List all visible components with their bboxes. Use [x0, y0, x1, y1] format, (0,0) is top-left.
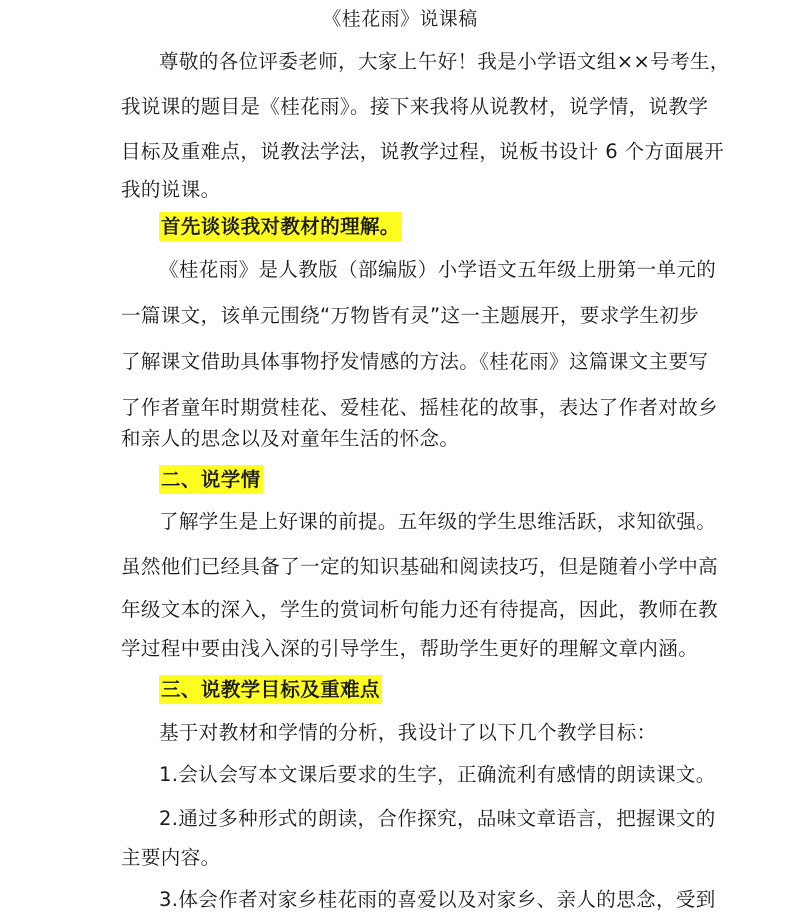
- paragraph-line: 学过程中要由浅入深的引导学生，帮助学生更好的理解文章内涵。: [121, 637, 699, 660]
- paragraph-line: 基于对教材和学情的分析，我设计了以下几个教学目标：: [159, 721, 657, 744]
- intro-line: 尊敬的各位评委老师，大家上午好！我是小学语文组××号考生，: [159, 50, 730, 73]
- paragraph-line: 了解课文借助具体事物抒发情感的方法。《桂花雨》这篇课文主要写: [121, 350, 709, 373]
- paragraph-line: 虽然他们已经具备了一定的知识基础和阅读技巧，但是随着小学中高: [121, 555, 719, 578]
- paragraph-line: 2.通过多种形式的朗读，合作探究，品味文章语言，把握课文的: [159, 807, 716, 830]
- paragraph-line: 了作者童年时期赏桂花、爱桂花、摇桂花的故事，表达了作者对故乡: [121, 396, 719, 419]
- intro-line: 我的说课。: [121, 178, 221, 201]
- paragraph-line: 3.体会作者对家乡桂花雨的喜爱以及对家乡、亲人的思念，受到: [159, 888, 716, 911]
- document-title: 《桂花雨》说课稿: [322, 8, 478, 30]
- intro-line: 目标及重难点，说教法学法，说教学过程，说板书设计 6 个方面展开: [121, 140, 725, 163]
- paragraph-line: 主要内容。: [121, 846, 221, 869]
- paragraph-line: 一篇课文，该单元围绕“万物皆有灵”这一主题展开，要求学生初步: [121, 304, 700, 327]
- paragraph-line: 和亲人的思念以及对童年生活的怀念。: [121, 427, 460, 450]
- paragraph-line: 年级文本的深入，学生的赏词析句能力还有待提高，因此，教师在教: [121, 598, 719, 621]
- paragraph-line: 了解学生是上好课的前提。五年级的学生思维活跃，求知欲强。: [159, 510, 717, 533]
- paragraph-line: 1.会认会写本文课后要求的生字，正确流利有感情的朗读课文。: [159, 763, 716, 786]
- section-heading-students: 二、说学情: [159, 465, 263, 494]
- intro-line: 我说课的题目是《桂花雨》。接下来我将从说教材，说学情，说教学: [121, 95, 709, 118]
- section-heading-objectives: 三、说教学目标及重难点: [159, 675, 382, 704]
- section-heading-textbook: 首先谈谈我对教材的理解。: [159, 212, 402, 241]
- paragraph-line: 《桂花雨》是人教版（部编版）小学语文五年级上册第一单元的: [159, 258, 717, 281]
